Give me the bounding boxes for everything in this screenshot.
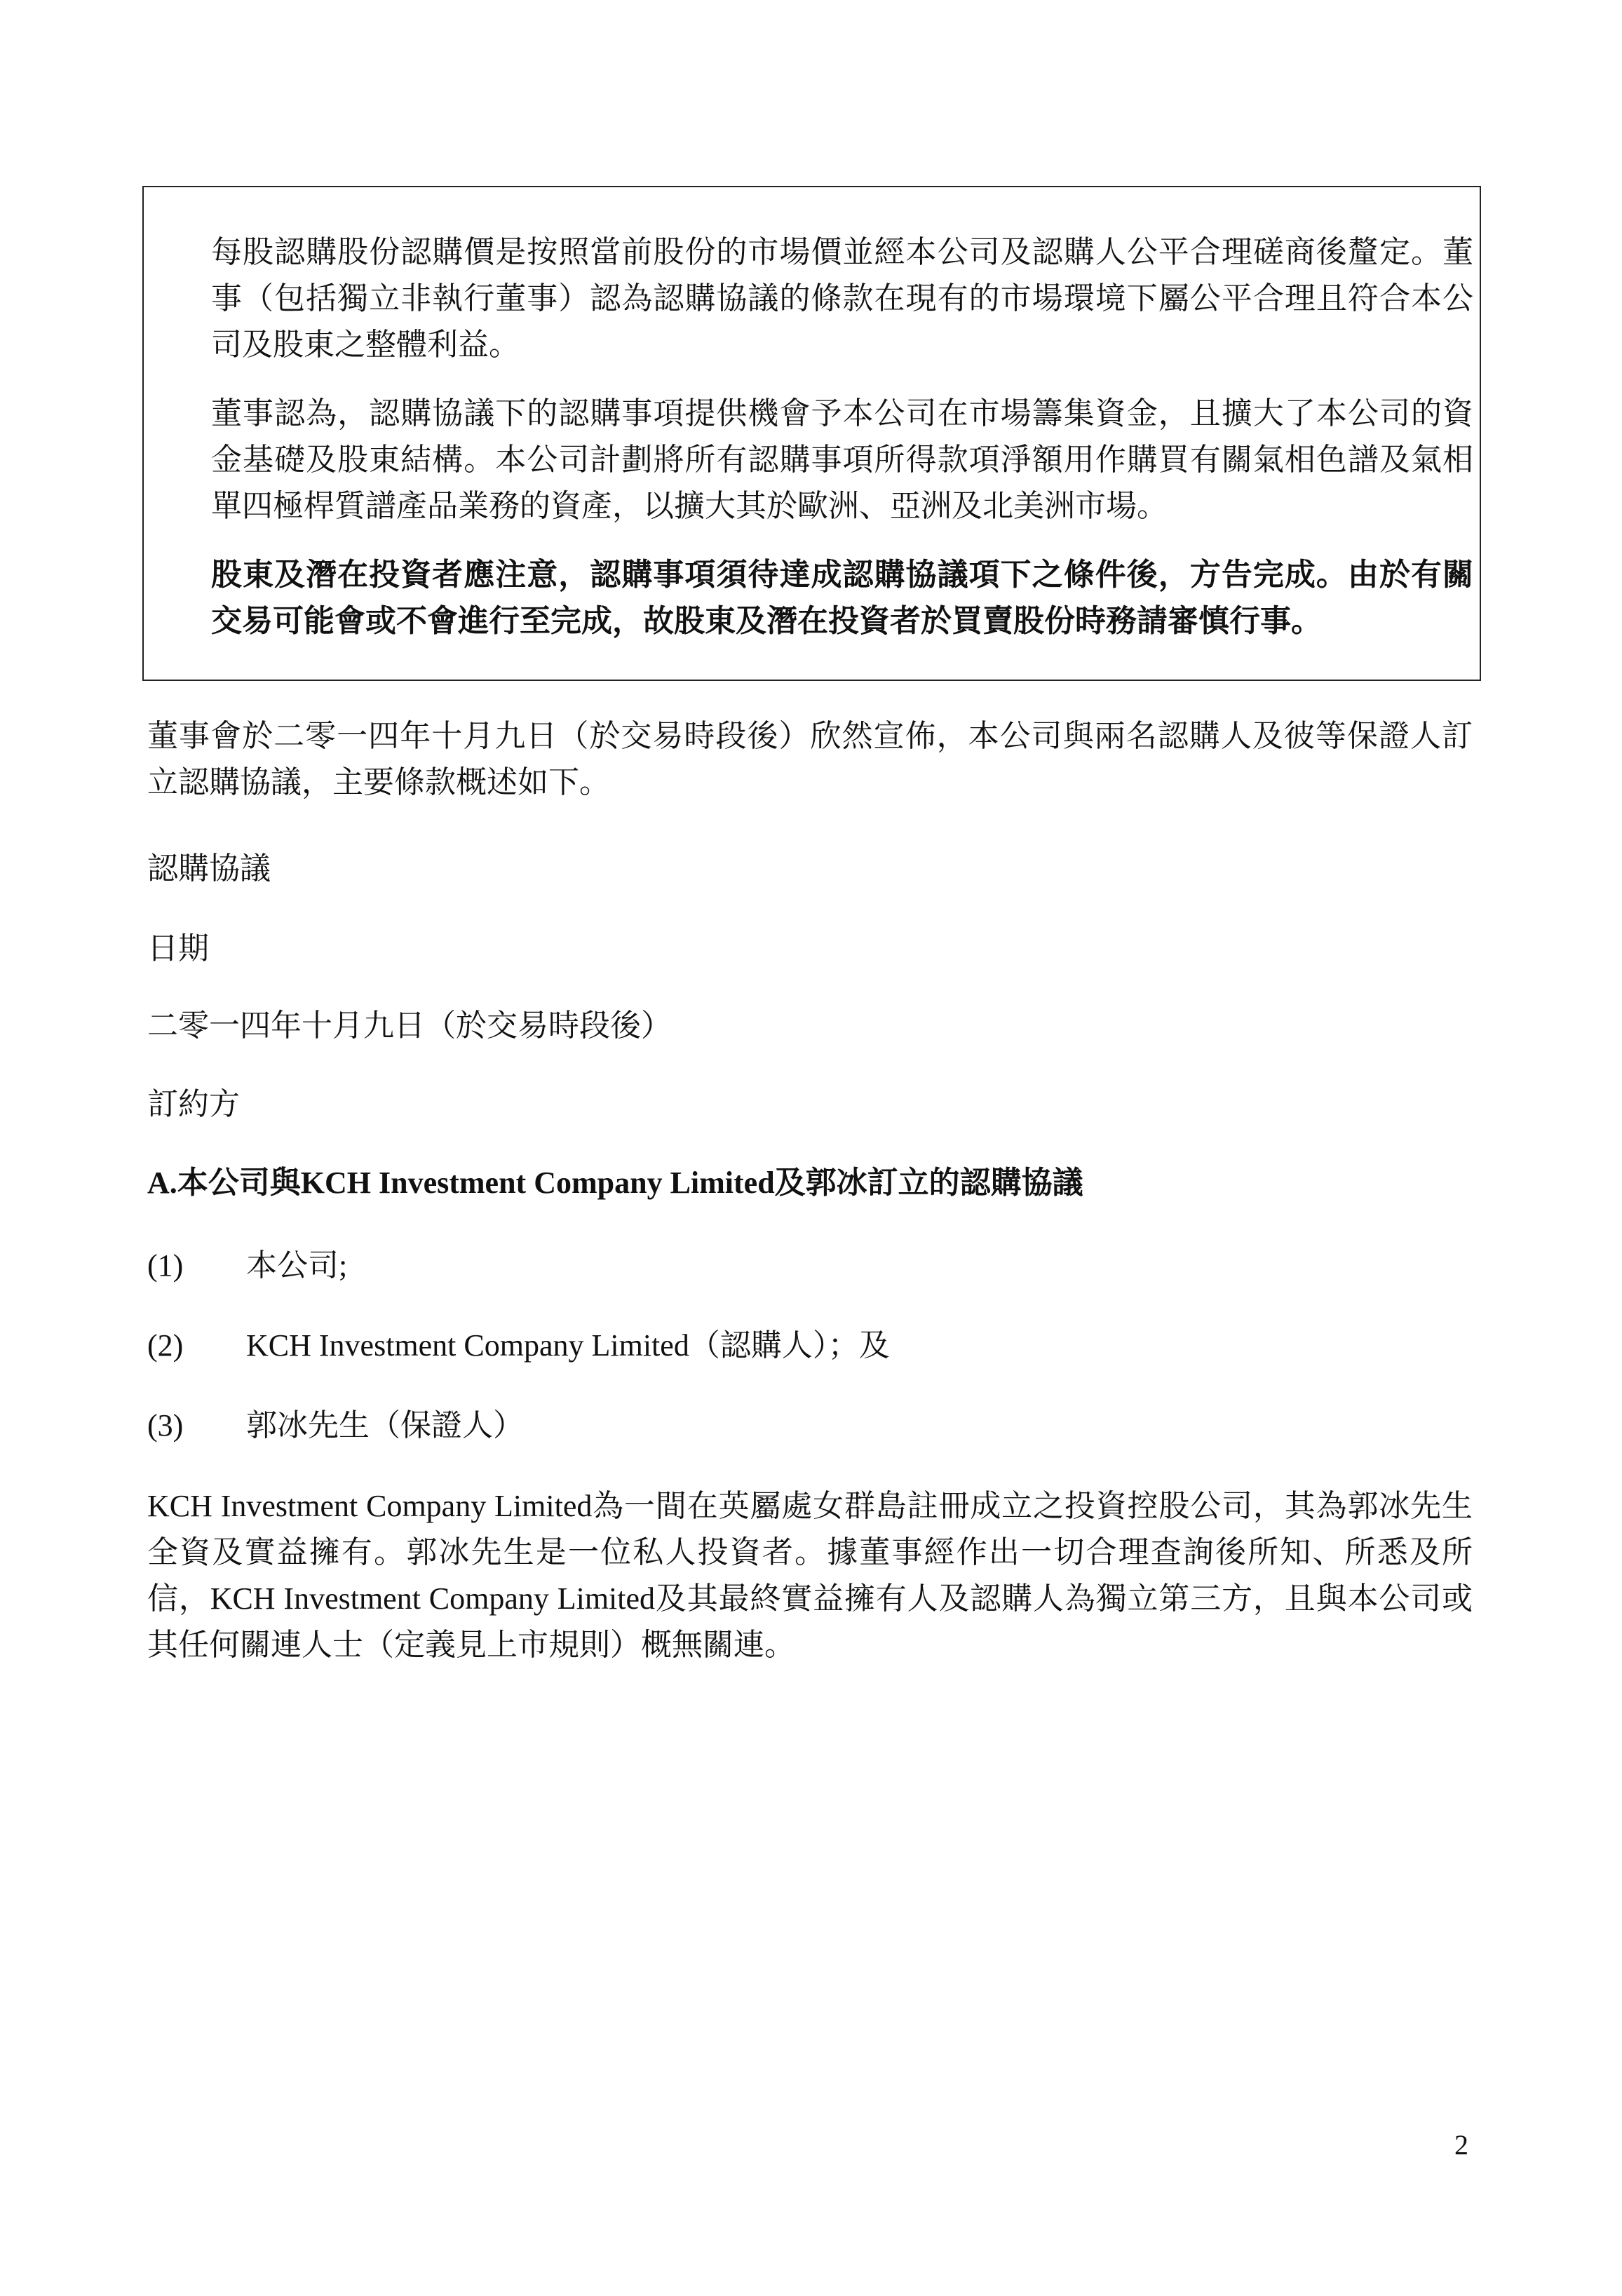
heading-subscription-agreement: 認購協議 [147, 851, 271, 886]
list-item-number: (2) [147, 1328, 184, 1363]
list-item-text: 本公司; [246, 1248, 348, 1283]
page-number: 2 [1454, 2129, 1468, 2161]
date-value: 二零一四年十月九日（於交易時段後） [147, 1008, 672, 1043]
notice-paragraph-rationale: 董事認為，認購協議下的認購事項提供機會予本公司在市場籌集資金，且擴大了本公司的資金基礎及股東結構。本公司計劃將所有認購事項所得款項淨額用作購買有關氣相色譜及氣相單四極桿質譜產品業務的資產，以擴大其於歐洲、亞洲及北美洲市場。 [211, 396, 1473, 523]
heading-parties: 訂約方 [147, 1087, 240, 1121]
kch-description-paragraph: KCH Investment Company Limited為一間在英屬處女群島註冊成立之投資控股公司，其為郭冰先生全資及實益擁有。郭冰先生是一位私人投資者。據董事經作出一切合理查詢後所知、所悉及所信，KCH Investment Company Limited及其最終實益擁有人及認購人為獨立第三方，且與本公司或其任何關連人士（定義見上市規則）概無關連。 [147, 1489, 1473, 1662]
list-item-number: (1) [147, 1248, 184, 1283]
heading-date: 日期 [147, 931, 209, 966]
notice-warning: 股東及潛在投資者應注意，認購事項須待達成認購協議項下之條件後，方告完成。由於有關交易可能會或不會進行至完成，故股東及潛在投資者於買賣股份時務請審慎行事。 [211, 558, 1473, 638]
notice-box [142, 186, 1481, 681]
list-item-text: 郭冰先生（保證人） [246, 1408, 524, 1443]
subheading-agreement-a: A.本公司與KCH Investment Company Limited及郭冰訂立的認購協議 [147, 1166, 1083, 1200]
list-item-text: KCH Investment Company Limited（認購人）；及 [246, 1328, 890, 1363]
notice-paragraph-pricing: 每股認購股份認購價是按照當前股份的市場價並經本公司及認購人公平合理磋商後釐定。董事（包括獨立非執行董事）認為認購協議的條款在現有的市場環境下屬公平合理且符合本公司及股東之整體利益。 [211, 235, 1473, 362]
list-item-number: (3) [147, 1408, 184, 1443]
intro-paragraph: 董事會於二零一四年十月九日（於交易時段後）欣然宣佈，本公司與兩名認購人及彼等保證人訂立認購協議，主要條款概述如下。 [147, 719, 1473, 799]
